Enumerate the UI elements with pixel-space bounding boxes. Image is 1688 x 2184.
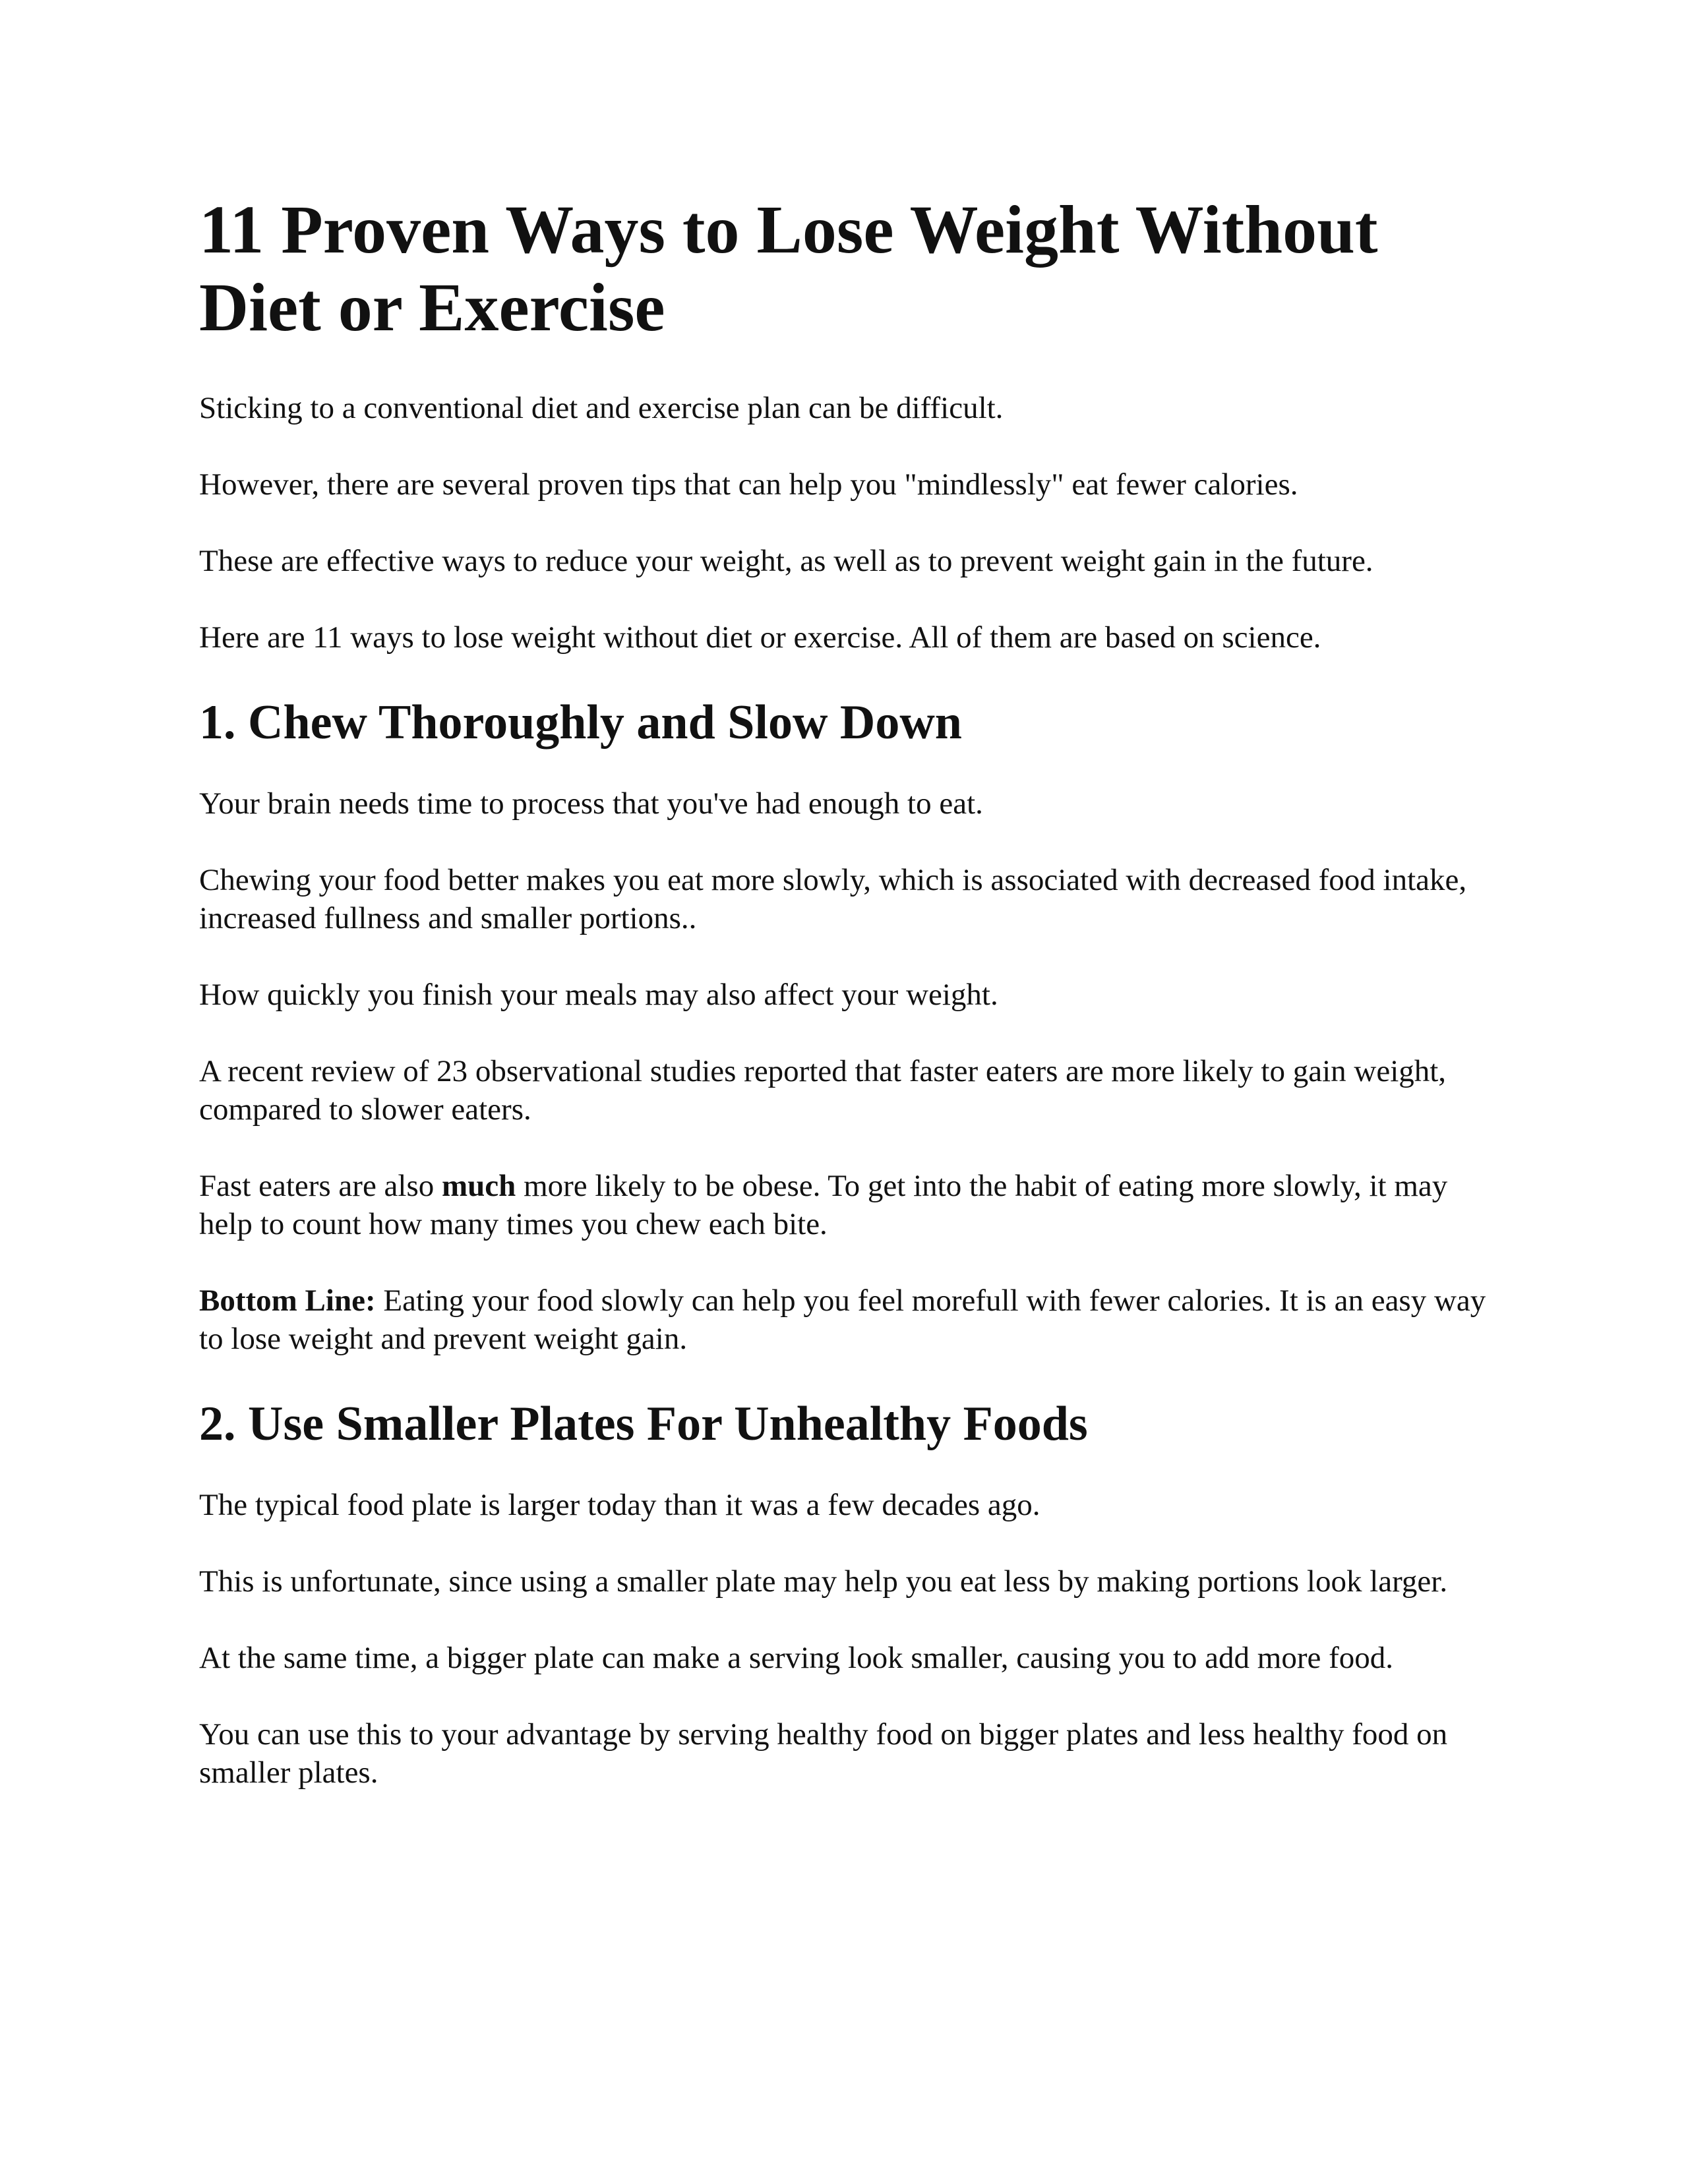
emphasis-text: much <box>442 1169 516 1203</box>
section-1-paragraph-4: A recent review of 23 observational studies reported that faster eaters are more likely to gain weight, compared to slower eaters. <box>199 1054 1447 1127</box>
page-title: 11 Proven Ways to Lose Weight Without Diet or Exercise <box>199 192 1378 345</box>
section-1-paragraph-3: How quickly you finish your meals may also affect your weight. <box>199 978 998 1012</box>
section-2-paragraph-4: You can use this to your advantage by serving healthy food on bigger plates and less healthy food on smaller plates. <box>199 1717 1448 1790</box>
paragraph-text: more likely to be obese. To get into the habit of eating more slowly, it may help to count how many times you chew each bite. <box>199 1169 1448 1241</box>
section-1-heading: 1. Chew Thoroughly and Slow Down <box>199 695 962 750</box>
bottom-line-text: Eating your food slowly can help you feel morefull with fewer calories. It is an easy way to lose weight and prevent weight gain. <box>199 1284 1486 1356</box>
section-2-paragraph-1: The typical food plate is larger today than it was a few decades ago. <box>199 1488 1040 1522</box>
intro-paragraph-3: These are effective ways to reduce your weight, as well as to prevent weight gain in the future. <box>199 544 1373 578</box>
section-1-paragraph-5 <box>199 1167 1492 1243</box>
section-1-paragraph-1: Your brain needs time to process that you've had enough to eat. <box>199 786 983 821</box>
paragraph-text: Fast eaters are also <box>199 1169 442 1203</box>
section-2-paragraph-2: This is unfortunate, since using a smaller plate may help you eat less by making portions look larger. <box>199 1564 1448 1599</box>
document-page <box>199 191 1492 1830</box>
intro-paragraph-2: However, there are several proven tips that can help you "mindlessly" eat fewer calories. <box>199 467 1298 502</box>
section-2-paragraph-3: At the same time, a bigger plate can make a serving look smaller, causing you to add more food. <box>199 1641 1393 1675</box>
intro-paragraph-1: Sticking to a conventional diet and exercise plan can be difficult. <box>199 391 1004 425</box>
section-2-heading: 2. Use Smaller Plates For Unhealthy Foods <box>199 1397 1088 1451</box>
bottom-line-label: Bottom Line: <box>199 1284 376 1318</box>
section-1-bottom-line <box>199 1282 1492 1358</box>
section-1-paragraph-2: Chewing your food better makes you eat more slowly, which is associated with decreased food intake, increased fullness and smaller portions.. <box>199 863 1467 935</box>
intro-paragraph-4: Here are 11 ways to lose weight without diet or exercise. All of them are based on science. <box>199 620 1321 655</box>
